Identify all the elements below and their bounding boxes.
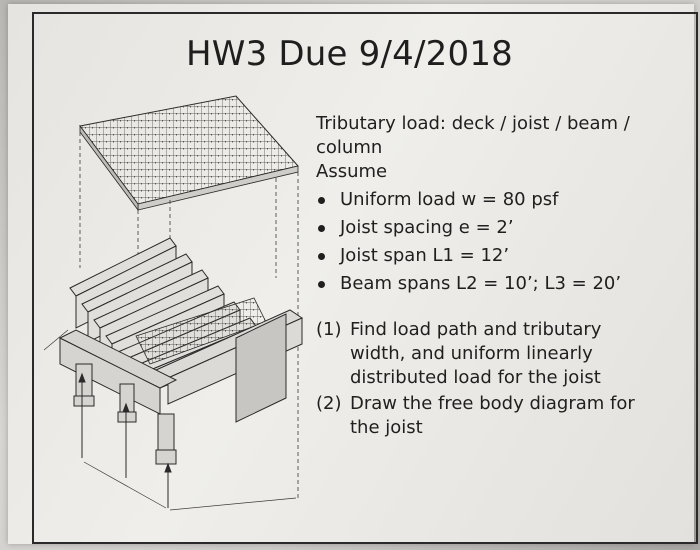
task-text: Find load path and tributary width, and uniform linearly distributed load for the joist xyxy=(350,319,602,388)
task-item xyxy=(316,392,676,440)
intro-text: Tributary load: deck / joist / beam / column xyxy=(316,113,630,158)
task-item xyxy=(316,318,676,390)
task-list xyxy=(316,318,676,440)
assumption-item: Joist span L1 = 12’ xyxy=(316,244,676,268)
deck-with-load-grid xyxy=(80,96,298,210)
page-title: HW3 Due 9/4/2018 xyxy=(186,34,513,74)
assume-label: Assume xyxy=(316,161,388,182)
assumption-item: Joist spacing e = 2’ xyxy=(316,216,676,240)
assumption-item: Beam spans L2 = 10’; L3 = 20’ xyxy=(316,272,676,296)
assumption-item: Uniform load w = 80 psf xyxy=(316,188,676,212)
task-text: Draw the free body diagram for the joist xyxy=(350,393,635,438)
task-number: (2) xyxy=(316,393,342,414)
assignment-text xyxy=(316,112,676,442)
assumption-list xyxy=(316,188,676,296)
deck-joist-beam-illustration xyxy=(40,78,308,518)
task-number: (1) xyxy=(316,319,342,340)
